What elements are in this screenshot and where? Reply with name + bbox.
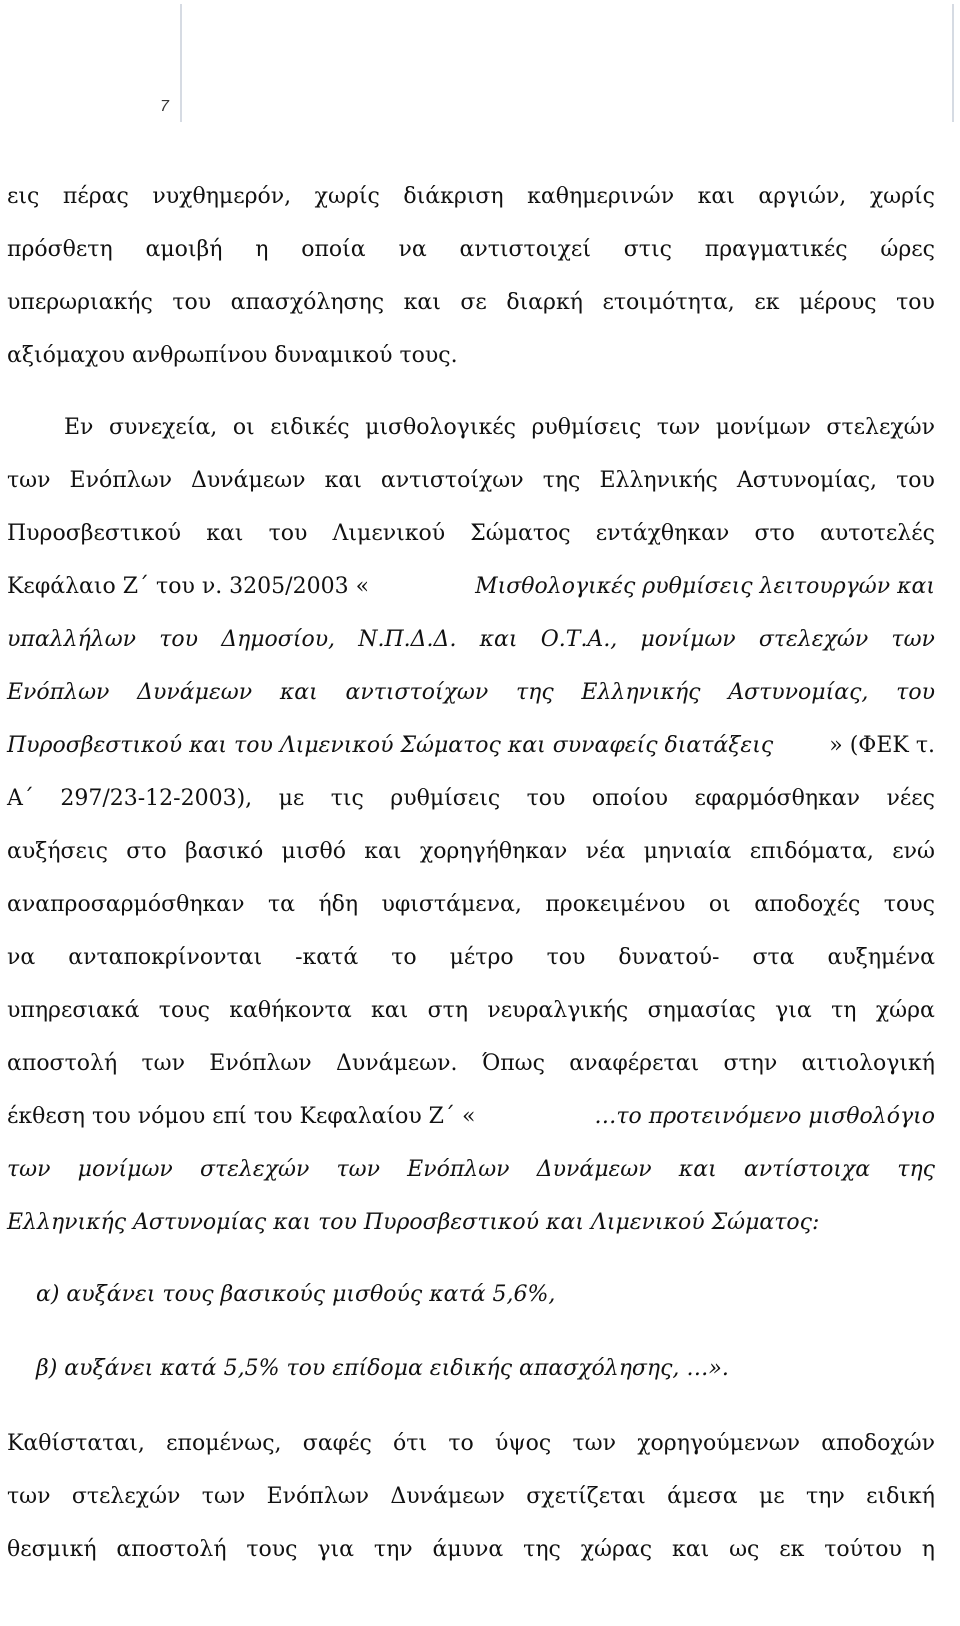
word: νυχθημερόν, <box>152 184 292 209</box>
text-line: αξιόμαχου ανθρωπίνου δυναμικού τους. <box>7 343 458 368</box>
word: Ενόπλων <box>69 468 172 493</box>
word: την <box>373 1537 413 1562</box>
word: Δυνάμεων <box>137 680 253 705</box>
word: της <box>542 468 581 493</box>
word: ύψος <box>495 1431 552 1456</box>
word: χώρα <box>875 998 935 1023</box>
word: των <box>7 1484 51 1509</box>
word: νέες <box>886 786 935 811</box>
word: μηνιαία <box>643 839 732 864</box>
word: καθήκοντα <box>229 998 352 1023</box>
word: την <box>806 1484 845 1509</box>
word: σχετίζεται <box>526 1484 646 1509</box>
word: να <box>398 237 427 262</box>
text-line <box>7 890 935 920</box>
word: με <box>278 786 305 811</box>
word: βασικό <box>184 839 264 864</box>
word: στελεχών <box>199 1157 310 1182</box>
word: μέρους <box>799 290 877 315</box>
word: Ενόπλων <box>266 1484 370 1509</box>
text-line: Πυροσβεστικού και του Λιμενικού Σώματος και συναφείς διατάξεις » (ΦΕΚ τ. <box>7 733 935 758</box>
word: ήδη <box>318 892 359 917</box>
word: στη <box>427 998 468 1023</box>
word: τις <box>330 786 364 811</box>
word: μονίμων <box>715 415 811 440</box>
word: αναπροσαρμόσθηκαν <box>7 892 245 917</box>
page-number: 7 <box>160 98 169 115</box>
word: χωρίς <box>869 184 935 209</box>
word: και <box>371 998 409 1023</box>
word: υφιστάμενα, <box>381 892 522 917</box>
word: των <box>7 1157 51 1182</box>
word: προκειμένου <box>545 892 686 917</box>
word: και <box>479 627 518 652</box>
word: υπαλλήλων <box>7 627 137 652</box>
text-line <box>7 1049 935 1079</box>
word: και <box>403 290 441 315</box>
word: η <box>921 1537 935 1562</box>
word: αμοιβή <box>145 237 223 262</box>
word: ενώ <box>892 839 935 864</box>
word: της <box>897 1157 935 1182</box>
word: σε <box>460 290 487 315</box>
word: χορηγήθηκαν <box>419 839 568 864</box>
word: οι <box>708 892 731 917</box>
word: εφαρμόσθηκαν <box>694 786 861 811</box>
word: ανταποκρίνονται <box>68 945 263 970</box>
text-line <box>7 1155 935 1185</box>
word: ρυθμίσεις <box>390 786 501 811</box>
word: απασχόλησης <box>230 290 385 315</box>
word: των <box>201 1484 246 1509</box>
word: αντιστοίχων <box>345 680 489 705</box>
word: οποία <box>301 237 366 262</box>
word: και <box>324 468 362 493</box>
word: Α΄ <box>7 786 34 811</box>
word: εκ <box>754 290 780 315</box>
word: αποδοχές <box>754 892 861 917</box>
word: και <box>279 680 318 705</box>
text-line <box>7 784 935 814</box>
word: τη <box>831 998 857 1023</box>
word: και <box>364 839 402 864</box>
word: χώρας <box>580 1537 653 1562</box>
word: θεσμική <box>7 1537 97 1562</box>
word: τους <box>883 892 935 917</box>
text-line <box>7 625 935 655</box>
word: και <box>678 1157 717 1182</box>
word: στις <box>623 237 672 262</box>
word: πέρας <box>62 184 129 209</box>
word: του <box>896 468 935 493</box>
word: Ελληνικής <box>581 680 701 705</box>
word: αποστολή <box>7 1051 118 1076</box>
word: άμεσα <box>667 1484 738 1509</box>
word: Αστυνομίας, <box>728 680 869 705</box>
word: πρόσθετη <box>7 237 113 262</box>
word: στελεχών <box>71 1484 181 1509</box>
word: υπερωριακής <box>7 290 153 315</box>
word: του <box>172 290 212 315</box>
word: και <box>697 184 735 209</box>
word: και <box>671 1537 710 1562</box>
word: των <box>7 468 51 493</box>
word: στα <box>752 945 795 970</box>
text-line <box>7 1535 935 1565</box>
word: ως <box>729 1537 760 1562</box>
word: Ενόπλων <box>407 1157 510 1182</box>
word: του <box>159 627 198 652</box>
word: Δυνάμεων. <box>336 1051 458 1076</box>
word: δυνατού- <box>618 945 720 970</box>
word: πραγματικές <box>704 237 848 262</box>
text-line <box>7 1429 935 1459</box>
word: τούτου <box>824 1537 902 1562</box>
word: αιτιολογική <box>801 1051 935 1076</box>
word: των <box>891 627 935 652</box>
word: ότι <box>393 1431 428 1456</box>
margin-rule-right <box>952 4 954 122</box>
word: Ν.Π.Δ.Δ. <box>358 627 457 652</box>
list-item: α) αυξάνει τους βασικούς μισθούς κατά 5,6%, <box>36 1282 556 1307</box>
word: αντιστοίχων <box>380 468 524 493</box>
word: στο <box>126 839 167 864</box>
text-line <box>7 288 935 318</box>
word: αυτοτελές <box>820 521 935 546</box>
word: των <box>656 415 701 440</box>
word: αργιών, <box>758 184 847 209</box>
word: τα <box>267 892 295 917</box>
word: για <box>775 998 812 1023</box>
word: Δυνάμεων <box>536 1157 652 1182</box>
word: του <box>526 786 566 811</box>
word: μονίμων <box>77 1157 173 1182</box>
text-line <box>7 678 935 708</box>
word: να <box>7 945 36 970</box>
text-line <box>64 413 935 443</box>
word: η <box>255 237 269 262</box>
word: Όπως <box>481 1051 545 1076</box>
word: Πυροσβεστικού <box>7 521 182 546</box>
word: εκ <box>779 1537 805 1562</box>
word: και <box>206 521 244 546</box>
text-line <box>7 837 935 867</box>
text-line <box>7 235 935 265</box>
word: ετοιμότητα, <box>602 290 735 315</box>
word: Καθίσταται, <box>7 1431 145 1456</box>
word: στελεχών <box>758 627 869 652</box>
word: σημασίας <box>647 998 756 1023</box>
word: άμυνα <box>432 1537 504 1562</box>
word: αποστολή <box>116 1537 227 1562</box>
word: αυξημένα <box>827 945 935 970</box>
text-line <box>7 519 935 549</box>
word: 297/23-12-2003), <box>60 786 253 811</box>
word: Λιμενικού <box>332 521 446 546</box>
word: διαρκή <box>506 290 583 315</box>
text-line: έκθεση του νόμου επί του Κεφαλαίου Ζ΄ « …το προτεινόμενο μισθολόγιο <box>7 1104 935 1129</box>
word: Δυνάμεων <box>191 468 306 493</box>
word: αυξήσεις <box>7 839 108 864</box>
word: εις <box>7 184 40 209</box>
list-item: β) αυξάνει κατά 5,5% του επίδομα ειδικής απασχόλησης, …». <box>36 1356 729 1381</box>
word: διάκριση <box>403 184 504 209</box>
word: αναφέρεται <box>569 1051 700 1076</box>
word: οι <box>232 415 255 440</box>
word: χωρίς <box>314 184 380 209</box>
text-line <box>7 996 935 1026</box>
word: των <box>336 1157 380 1182</box>
word: αντιστοιχεί <box>459 237 591 262</box>
text-line: Ελληνικής Αστυνομίας και του Πυροσβεστικού και Λιμενικού Σώματος: <box>7 1210 820 1235</box>
word: ειδικές <box>270 415 350 440</box>
word: του <box>896 290 935 315</box>
word: Δημοσίου, <box>221 627 336 652</box>
word: Δυνάμεων <box>390 1484 505 1509</box>
word: -κατά <box>295 945 359 970</box>
word: συνεχεία, <box>108 415 218 440</box>
word: το <box>448 1431 474 1456</box>
word: τους <box>158 998 210 1023</box>
word: του <box>268 521 308 546</box>
word: επομένως, <box>166 1431 282 1456</box>
word: για <box>317 1537 355 1562</box>
word: των <box>572 1431 616 1456</box>
word: καθημερινών <box>527 184 675 209</box>
word: ρυθμίσεις <box>531 415 642 440</box>
word: Ελληνικής <box>599 468 718 493</box>
word: ειδική <box>866 1484 935 1509</box>
word: ώρες <box>880 237 935 262</box>
word: μισθολογικές <box>365 415 516 440</box>
word: Σώματος <box>470 521 571 546</box>
word: χορηγούμενων <box>637 1431 801 1456</box>
word: επιδόματα, <box>749 839 874 864</box>
word: οποίου <box>591 786 669 811</box>
word: του <box>546 945 586 970</box>
word: των <box>141 1051 185 1076</box>
text-line: Κεφάλαιο Ζ΄ του ν. 3205/2003 « Μισθολογικές ρυθμίσεις λειτουργών και <box>7 574 935 599</box>
word: Ο.Τ.Α., <box>540 627 618 652</box>
word: μέτρο <box>449 945 514 970</box>
word: Αστυνομίας, <box>736 468 878 493</box>
word: το <box>391 945 417 970</box>
word: υπηρεσιακά <box>7 998 140 1023</box>
margin-rule-left <box>180 4 182 122</box>
word: στην <box>723 1051 778 1076</box>
word: τους <box>246 1537 298 1562</box>
word: της <box>515 680 554 705</box>
word: στο <box>754 521 795 546</box>
word: στελεχών <box>826 415 935 440</box>
word: μονίμων <box>640 627 736 652</box>
word: του <box>896 680 935 705</box>
word: νέα <box>585 839 626 864</box>
word: αποδοχών <box>821 1431 935 1456</box>
word: σαφές <box>302 1431 372 1456</box>
word: Εν <box>64 415 94 440</box>
word: νευραλγικής <box>487 998 629 1023</box>
text-line <box>7 466 935 496</box>
text-line <box>7 1482 935 1512</box>
word: Ενόπλων <box>209 1051 312 1076</box>
word: αντίστοιχα <box>743 1157 871 1182</box>
word: με <box>758 1484 785 1509</box>
word: εντάχθηκαν <box>595 521 730 546</box>
text-line <box>7 943 935 973</box>
word: της <box>523 1537 561 1562</box>
word: Ενόπλων <box>7 680 110 705</box>
text-line <box>7 182 935 212</box>
word: μισθό <box>281 839 346 864</box>
